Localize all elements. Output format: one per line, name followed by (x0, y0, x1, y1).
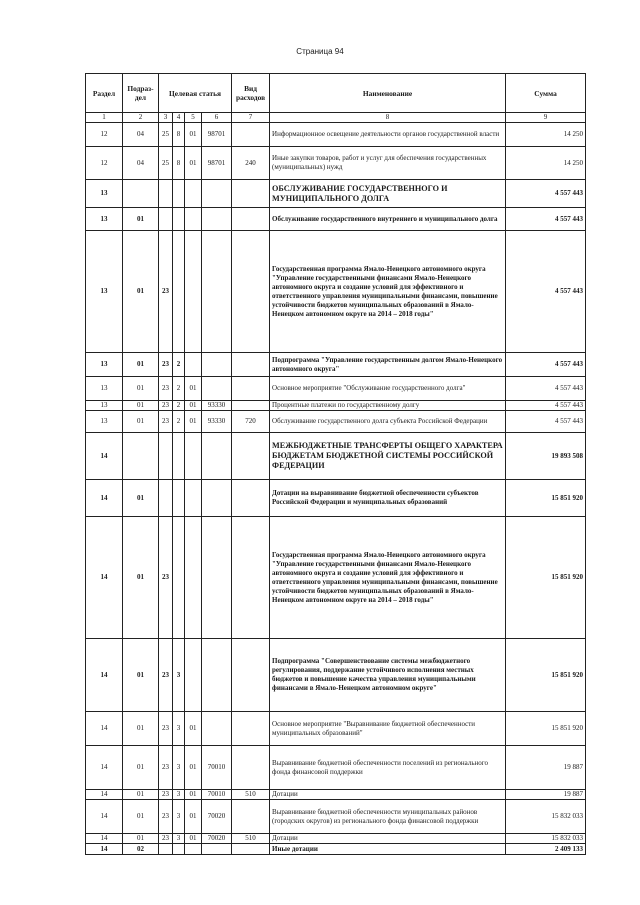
podrazdel-cell: 01 (123, 639, 159, 712)
sum-cell: 4 557 443 (506, 377, 586, 401)
cs3-cell: 01 (185, 800, 202, 834)
cs3-cell: 01 (185, 401, 202, 411)
sum-cell: 4 557 443 (506, 353, 586, 377)
cs1-cell: 23 (159, 712, 173, 746)
cs1-cell: 23 (159, 746, 173, 790)
cs2-cell: 2 (173, 411, 185, 433)
cs2-cell: 3 (173, 712, 185, 746)
sum-cell: 19 893 508 (506, 433, 586, 480)
cs3-cell: 01 (185, 834, 202, 844)
name-cell: Дотации (270, 834, 506, 844)
cs4-cell: 70010 (202, 790, 232, 800)
sum-cell: 19 887 (506, 746, 586, 790)
table-row (86, 208, 586, 231)
cs1-cell: 23 (159, 517, 173, 639)
cs4-cell: 70020 (202, 800, 232, 834)
vid-cell: 720 (232, 411, 270, 433)
podrazdel-cell: 01 (123, 800, 159, 834)
podrazdel-cell: 04 (123, 147, 159, 180)
cs4-cell: 70010 (202, 746, 232, 790)
table-row (86, 377, 586, 401)
cs3-cell: 01 (185, 411, 202, 433)
name-cell: ОБСЛУЖИВАНИЕ ГОСУДАРСТВЕННОГО И МУНИЦИПАЛЬНОГО ДОЛГА (270, 180, 506, 208)
razdel-cell: 13 (86, 377, 123, 401)
sum-cell: 15 832 033 (506, 800, 586, 834)
table-row (86, 834, 586, 844)
cs2-cell: 3 (173, 834, 185, 844)
column-number: 3 (159, 113, 173, 123)
cs3-cell (185, 639, 202, 712)
cs2-cell: 3 (173, 639, 185, 712)
razdel-cell: 13 (86, 353, 123, 377)
name-cell: Иные дотации (270, 844, 506, 855)
sum-cell: 2 409 133 (506, 844, 586, 855)
cs3-cell: 01 (185, 147, 202, 180)
vid-cell: 510 (232, 834, 270, 844)
cs4-cell (202, 353, 232, 377)
razdel-cell: 14 (86, 433, 123, 480)
table-row (86, 639, 586, 712)
sum-cell: 4 557 443 (506, 180, 586, 208)
table-row (86, 790, 586, 800)
header-row (86, 74, 586, 113)
header-naimenovanie: Наименование (270, 74, 506, 113)
vid-cell (232, 377, 270, 401)
cs4-cell (202, 180, 232, 208)
vid-cell: 240 (232, 147, 270, 180)
budget-table (85, 73, 586, 855)
vid-cell (232, 123, 270, 147)
razdel-cell: 13 (86, 208, 123, 231)
cs4-cell (202, 231, 232, 353)
header-razdel: Раздел (86, 74, 123, 113)
column-number: 1 (86, 113, 123, 123)
cs4-cell (202, 639, 232, 712)
sum-cell: 14 250 (506, 123, 586, 147)
cs3-cell (185, 480, 202, 517)
podrazdel-cell: 01 (123, 401, 159, 411)
column-number: 9 (506, 113, 586, 123)
razdel-cell: 12 (86, 123, 123, 147)
razdel-cell: 14 (86, 790, 123, 800)
cs4-cell (202, 480, 232, 517)
cs2-cell: 2 (173, 377, 185, 401)
header-vid-raskhodov: Вид расходов (232, 74, 270, 113)
podrazdel-cell: 01 (123, 834, 159, 844)
podrazdel-cell: 04 (123, 123, 159, 147)
header-summa: Сумма (506, 74, 586, 113)
cs4-cell (202, 433, 232, 480)
cs1-cell: 23 (159, 639, 173, 712)
cs2-cell (173, 517, 185, 639)
cs2-cell (173, 844, 185, 855)
podrazdel-cell: 01 (123, 208, 159, 231)
table-row (86, 123, 586, 147)
cs3-cell: 01 (185, 790, 202, 800)
vid-cell (232, 480, 270, 517)
sum-cell: 15 851 920 (506, 712, 586, 746)
cs4-cell (202, 377, 232, 401)
cs3-cell (185, 844, 202, 855)
razdel-cell: 14 (86, 834, 123, 844)
column-number: 2 (123, 113, 159, 123)
cs1-cell: 23 (159, 353, 173, 377)
cs4-cell: 93330 (202, 401, 232, 411)
name-cell: МЕЖБЮДЖЕТНЫЕ ТРАНСФЕРТЫ ОБЩЕГО ХАРАКТЕРА БЮДЖЕТАМ БЮДЖЕТНОЙ СИСТЕМЫ РОССИЙСКОЙ ФЕДЕРАЦИИ (270, 433, 506, 480)
podrazdel-cell: 01 (123, 712, 159, 746)
table-row (86, 746, 586, 790)
razdel-cell: 13 (86, 401, 123, 411)
vid-cell (232, 433, 270, 480)
cs1-cell: 25 (159, 147, 173, 180)
sum-cell: 15 832 033 (506, 834, 586, 844)
cs1-cell: 23 (159, 790, 173, 800)
name-cell: Выравнивание бюджетной обеспеченности муниципальных районов (городских округов) из регионального фонда финансовой поддержки (270, 800, 506, 834)
table-row (86, 147, 586, 180)
podrazdel-cell: 01 (123, 231, 159, 353)
vid-cell (232, 844, 270, 855)
vid-cell (232, 353, 270, 377)
sum-cell: 15 851 920 (506, 480, 586, 517)
cs1-cell: 25 (159, 123, 173, 147)
razdel-cell: 14 (86, 844, 123, 855)
podrazdel-cell: 02 (123, 844, 159, 855)
table-row (86, 480, 586, 517)
table-row (86, 353, 586, 377)
cs4-cell: 70020 (202, 834, 232, 844)
cs2-cell (173, 433, 185, 480)
vid-cell: 510 (232, 790, 270, 800)
cs3-cell: 01 (185, 746, 202, 790)
name-cell: Подпрограмма "Управление государственным долгом Ямало-Ненецкого автономного округа" (270, 353, 506, 377)
vid-cell (232, 712, 270, 746)
cs1-cell (159, 180, 173, 208)
sum-cell: 4 557 443 (506, 401, 586, 411)
sum-cell: 15 851 920 (506, 639, 586, 712)
podrazdel-cell (123, 180, 159, 208)
cs3-cell (185, 180, 202, 208)
table-row (86, 411, 586, 433)
name-cell: Государственная программа Ямало-Ненецкого автономного округа "Управление государственными финансами Ямало-Ненецкого автономного округа и создание условий для эффективного и ответственного управления муниципальными финансами, повышение устойчивости бюджетов муниципальных образований в Ямало-Ненецком автономном округе на 2014 – 2018 годы" (270, 231, 506, 353)
vid-cell (232, 180, 270, 208)
table-row (86, 231, 586, 353)
cs2-cell: 3 (173, 800, 185, 834)
razdel-cell: 13 (86, 231, 123, 353)
cs1-cell: 23 (159, 834, 173, 844)
cs1-cell: 23 (159, 411, 173, 433)
cs2-cell: 2 (173, 401, 185, 411)
cs3-cell: 01 (185, 377, 202, 401)
name-cell: Процентные платежи по государственному долгу (270, 401, 506, 411)
razdel-cell: 14 (86, 712, 123, 746)
cs4-cell (202, 712, 232, 746)
razdel-cell: 13 (86, 411, 123, 433)
razdel-cell: 12 (86, 147, 123, 180)
table-row (86, 800, 586, 834)
cs2-cell (173, 480, 185, 517)
header-podrazdel: Подраз- дел (123, 74, 159, 113)
cs3-cell: 01 (185, 123, 202, 147)
table-row (86, 180, 586, 208)
table-row (86, 517, 586, 639)
name-cell: Информационное освещение деятельности органов государственной власти (270, 123, 506, 147)
column-number: 8 (270, 113, 506, 123)
cs4-cell: 93330 (202, 411, 232, 433)
cs4-cell (202, 517, 232, 639)
cs2-cell (173, 231, 185, 353)
page-label: Страница 94 (296, 47, 344, 56)
sum-cell: 14 250 (506, 147, 586, 180)
razdel-cell: 14 (86, 639, 123, 712)
podrazdel-cell: 01 (123, 790, 159, 800)
cs1-cell: 23 (159, 231, 173, 353)
table-row (86, 844, 586, 855)
cs3-cell (185, 208, 202, 231)
cs2-cell: 3 (173, 790, 185, 800)
name-cell: Иные закупки товаров, работ и услуг для обеспечения государственных (муниципальных) нужд (270, 147, 506, 180)
cs3-cell (185, 231, 202, 353)
vid-cell (232, 401, 270, 411)
podrazdel-cell: 01 (123, 480, 159, 517)
vid-cell (232, 231, 270, 353)
cs1-cell (159, 433, 173, 480)
cs2-cell (173, 180, 185, 208)
name-cell: Подпрограмма "Совершенствование системы межбюджетного регулирования, поддержание устойчивого исполнения местных бюджетов и повышение качества управления муниципальными финансами в Ямало-Ненецком автономном округе" (270, 639, 506, 712)
column-number-row (86, 113, 586, 123)
sum-cell: 19 887 (506, 790, 586, 800)
podrazdel-cell: 01 (123, 377, 159, 401)
sum-cell: 4 557 443 (506, 208, 586, 231)
cs3-cell (185, 433, 202, 480)
cs4-cell (202, 844, 232, 855)
name-cell: Выравнивание бюджетной обеспеченности поселений из регионального фонда финансовой поддержки (270, 746, 506, 790)
vid-cell (232, 800, 270, 834)
name-cell: Обслуживание государственного долга субъекта Российской Федерации (270, 411, 506, 433)
cs1-cell (159, 480, 173, 517)
cs2-cell: 3 (173, 746, 185, 790)
column-number: 5 (185, 113, 202, 123)
cs3-cell: 01 (185, 712, 202, 746)
podrazdel-cell: 01 (123, 353, 159, 377)
table-row (86, 712, 586, 746)
cs1-cell: 23 (159, 377, 173, 401)
cs1-cell: 23 (159, 800, 173, 834)
table-row (86, 401, 586, 411)
vid-cell (232, 746, 270, 790)
cs4-cell: 98701 (202, 147, 232, 180)
cs4-cell: 98701 (202, 123, 232, 147)
column-number: 7 (232, 113, 270, 123)
cs2-cell (173, 208, 185, 231)
sum-cell: 4 557 443 (506, 231, 586, 353)
cs3-cell (185, 353, 202, 377)
name-cell: Государственная программа Ямало-Ненецкого автономного округа "Управление государственными финансами Ямало-Ненецкого автономного округа и создание условий для эффективного и ответственного управления муниципальными финансами, повышение устойчивости бюджетов муниципальных образований в Ямало-Ненецком автономном округе на 2014 – 2018 годы" (270, 517, 506, 639)
cs1-cell: 23 (159, 401, 173, 411)
razdel-cell: 13 (86, 180, 123, 208)
cs1-cell (159, 208, 173, 231)
podrazdel-cell: 01 (123, 411, 159, 433)
table-row (86, 433, 586, 480)
name-cell: Дотации на выравнивание бюджетной обеспеченности субъектов Российской Федерации и муниципальных образований (270, 480, 506, 517)
name-cell: Основное мероприятие "Выравнивание бюджетной обеспеченности муниципальных образований" (270, 712, 506, 746)
name-cell: Дотации (270, 790, 506, 800)
cs2-cell: 8 (173, 147, 185, 180)
razdel-cell: 14 (86, 746, 123, 790)
vid-cell (232, 639, 270, 712)
column-number: 4 (173, 113, 185, 123)
vid-cell (232, 517, 270, 639)
razdel-cell: 14 (86, 800, 123, 834)
cs4-cell (202, 208, 232, 231)
sum-cell: 4 557 443 (506, 411, 586, 433)
sum-cell: 15 851 920 (506, 517, 586, 639)
cs2-cell: 2 (173, 353, 185, 377)
name-cell: Обслуживание государственного внутреннего и муниципального долга (270, 208, 506, 231)
vid-cell (232, 208, 270, 231)
podrazdel-cell (123, 433, 159, 480)
podrazdel-cell: 01 (123, 517, 159, 639)
cs1-cell (159, 844, 173, 855)
razdel-cell: 14 (86, 517, 123, 639)
cs2-cell: 8 (173, 123, 185, 147)
razdel-cell: 14 (86, 480, 123, 517)
name-cell: Основное мероприятие "Обслуживание государственного долга" (270, 377, 506, 401)
header-celevaya-statya: Целевая статья (159, 74, 232, 113)
podrazdel-cell: 01 (123, 746, 159, 790)
column-number: 6 (202, 113, 232, 123)
cs3-cell (185, 517, 202, 639)
